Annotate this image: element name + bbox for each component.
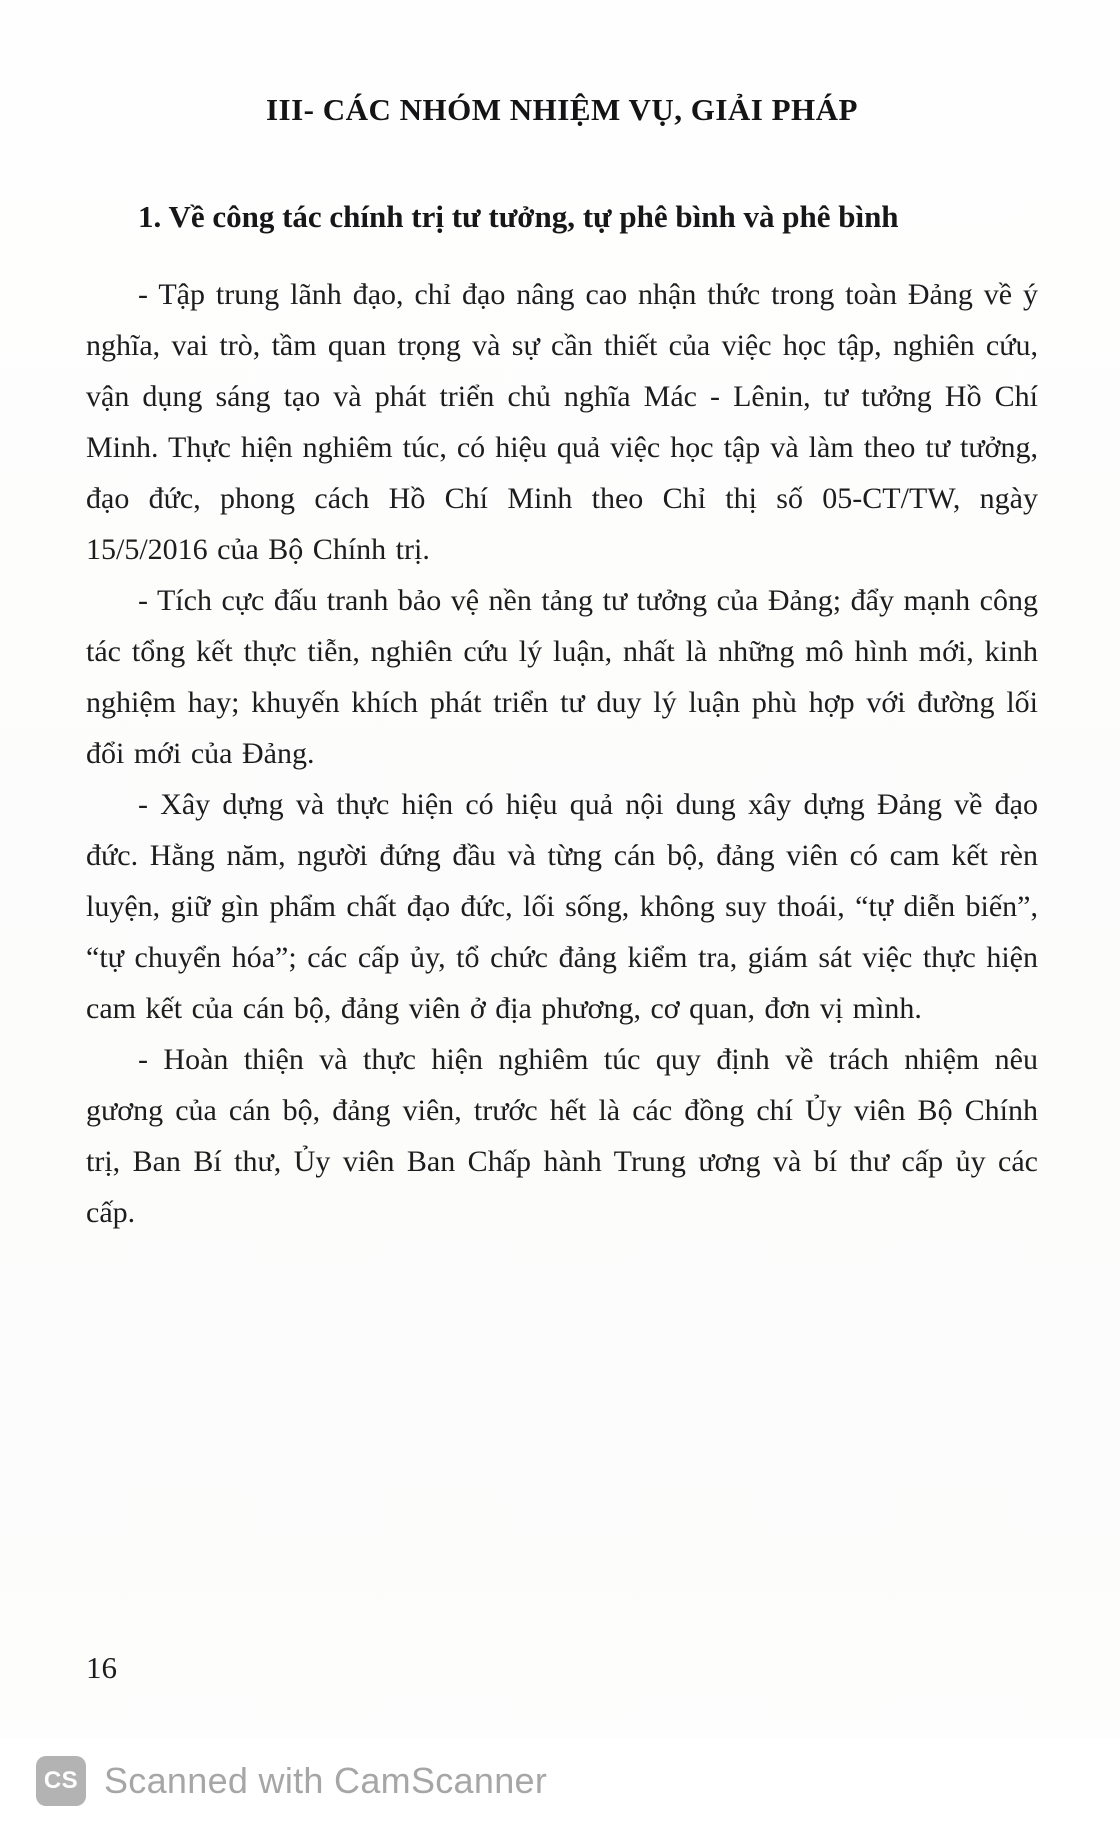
paragraph: - Tập trung lãnh đạo, chỉ đạo nâng cao nhận thức trong toàn Đảng về ý nghĩa, vai trò, tầm quan trọng và sự cần thiết của việc học tập, nghiên cứu, vận dụng sáng tạo và phát triển chủ nghĩa Mác - Lênin, tư tưởng Hồ Chí Minh. Thực hiện nghiêm túc, có hiệu quả việc học tập và làm theo tư tưởng, đạo đức, phong cách Hồ Chí Minh theo Chỉ thị số 05-CT/TW, ngày 15/5/2016 của Bộ Chính trị. [86, 278, 1038, 567]
camscanner-watermark-text: Scanned with CamScanner [104, 1760, 548, 1801]
section-title: 1. Về công tác chính trị tư tưởng, tự phê bình và phê bình [138, 199, 899, 234]
paragraph: - Tích cực đấu tranh bảo vệ nền tảng tư tưởng của Đảng; đẩy mạnh công tác tổng kết thực tiễn, nghiên cứu lý luận, nhất là những mô hình mới, kinh nghiệm hay; khuyến khích phát triển tư duy lý luận phù hợp với đường lối đổi mới của Đảng. [86, 584, 1038, 771]
paragraph: - Hoàn thiện và thực hiện nghiêm túc quy định về trách nhiệm nêu gương của cán bộ, đảng viên, trước hết là các đồng chí Ủy viên Bộ Chính trị, Ban Bí thư, Ủy viên Ban Chấp hành Trung ương và bí thư cấp ủy các cấp. [86, 1043, 1038, 1230]
paragraph: - Xây dựng và thực hiện có hiệu quả nội dung xây dựng Đảng về đạo đức. Hằng năm, người đứng đầu và từng cán bộ, đảng viên có cam kết rèn luyện, giữ gìn phẩm chất đạo đức, lối sống, không suy thoái, “tự diễn biến”, “tự chuyển hóa”; các cấp ủy, tổ chức đảng kiểm tra, giám sát việc thực hiện cam kết của cán bộ, đảng viên ở địa phương, cơ quan, đơn vị mình. [86, 788, 1038, 1026]
camscanner-logo-icon: CS [36, 1756, 86, 1806]
page-number: 16 [86, 1650, 117, 1685]
document-heading: III- CÁC NHÓM NHIỆM VỤ, GIẢI PHÁP [265, 92, 858, 127]
camscanner-watermark-bar [0, 1738, 1120, 1824]
